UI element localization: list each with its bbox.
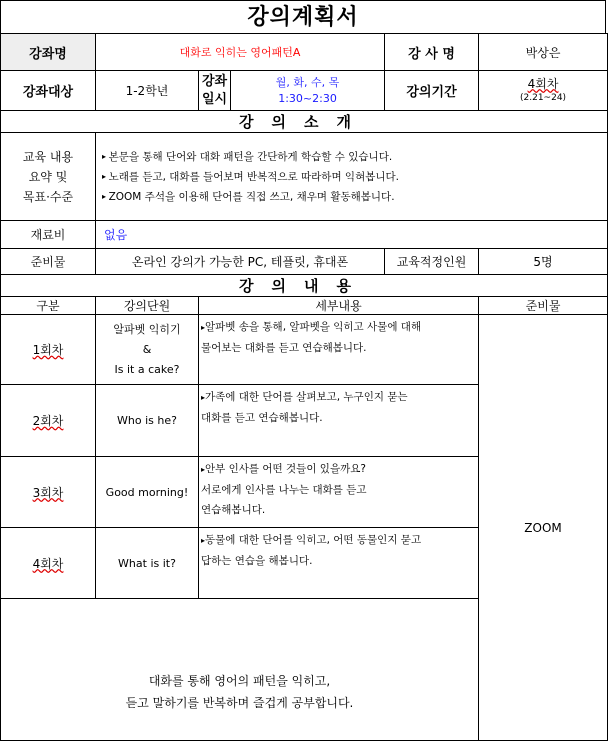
closing-summary: 대화를 통해 영어의 패턴을 익히고, 듣고 말하기를 반복하며 즐겁게 공부합니다. — [1, 599, 479, 741]
session-label: 1회차 — [1, 315, 96, 385]
period-label: 강의기간 — [385, 71, 479, 111]
schedule-days: 월, 화, 수, 목 — [275, 75, 340, 89]
course-name-label: 강좌명 — [1, 34, 96, 71]
prep-value: 온라인 강의가 가능한 PC, 테플릿, 휴대폰 — [96, 249, 385, 275]
session-label: 4회차 — [1, 528, 96, 599]
materials-value: 없음 — [96, 221, 608, 249]
goals-cell — [96, 133, 608, 221]
instructor-label: 강 사 명 — [385, 34, 479, 71]
col-prep-header: 준비물 — [479, 297, 608, 315]
syllabus-table — [0, 33, 608, 741]
target-label: 강좌대상 — [1, 71, 96, 111]
session-detail: ▸알파벳 송을 통해, 알파벳을 익히고 사물에 대해 물어보는 대화를 듣고 연습해봅니다. — [199, 315, 479, 385]
materials-label: 재료비 — [1, 221, 96, 249]
capacity-value: 5명 — [479, 249, 608, 275]
unit-title: Who is he? — [96, 385, 199, 457]
schedule-time: 1:30~2:30 — [278, 91, 337, 105]
session-label: 2회차 — [1, 385, 96, 457]
course-name: 대화로 익히는 영어패턴A — [96, 34, 385, 71]
content-header: 강의내용 — [1, 275, 608, 297]
goal-item: ▸ 노래를 듣고, 대화를 들어보며 반복적으로 따라하며 익혀봅니다. — [102, 167, 605, 187]
target-grade: 1-2학년 — [96, 71, 199, 111]
unit-title: Good morning! — [96, 457, 199, 528]
prep-zoom: ZOOM — [479, 315, 608, 741]
table-row — [1, 315, 608, 385]
session-detail: ▸가족에 대한 단어를 살펴보고, 누구인지 묻는 대화를 듣고 연습해봅니다. — [199, 385, 479, 457]
goal-item: ▸ 본문을 통해 단어와 대화 패턴을 간단하게 학습할 수 있습니다. — [102, 147, 605, 167]
schedule — [231, 71, 385, 111]
goal-item: ▸ ZOOM 주석을 이용해 단어를 직접 쓰고, 채우며 활동해봅니다. — [102, 187, 605, 207]
session-detail: ▸동물에 대한 단어를 익히고, 어떤 동물인지 묻고 답하는 연습을 해봅니다. — [199, 528, 479, 599]
col-detail-header: 세부내용 — [199, 297, 479, 315]
sessions-count: 4회차 — [527, 76, 559, 91]
instructor-name: 박상은 — [479, 34, 608, 71]
period — [479, 71, 608, 111]
intro-header: 강의소개 — [1, 111, 608, 133]
session-label: 3회차 — [1, 457, 96, 528]
capacity-label: 교육적정인원 — [385, 249, 479, 275]
goal-label: 교육 내용 요약 및 목표·수준 — [1, 133, 96, 221]
unit-title: What is it? — [96, 528, 199, 599]
period-dates: (2.21~24) — [520, 92, 567, 103]
session-detail: ▸안부 인사를 어떤 것들이 있을까요? 서로에게 인사를 나누는 대화를 듣고 연습해봅니다. — [199, 457, 479, 528]
col-session-header: 구분 — [1, 297, 96, 315]
schedule-label: 강좌 일시 — [199, 71, 231, 111]
page-title: 강의계획서 — [0, 0, 606, 34]
col-unit-header: 강의단원 — [96, 297, 199, 315]
prep-label: 준비물 — [1, 249, 96, 275]
unit-title: 알파벳 익히기 & Is it a cake? — [96, 315, 199, 385]
